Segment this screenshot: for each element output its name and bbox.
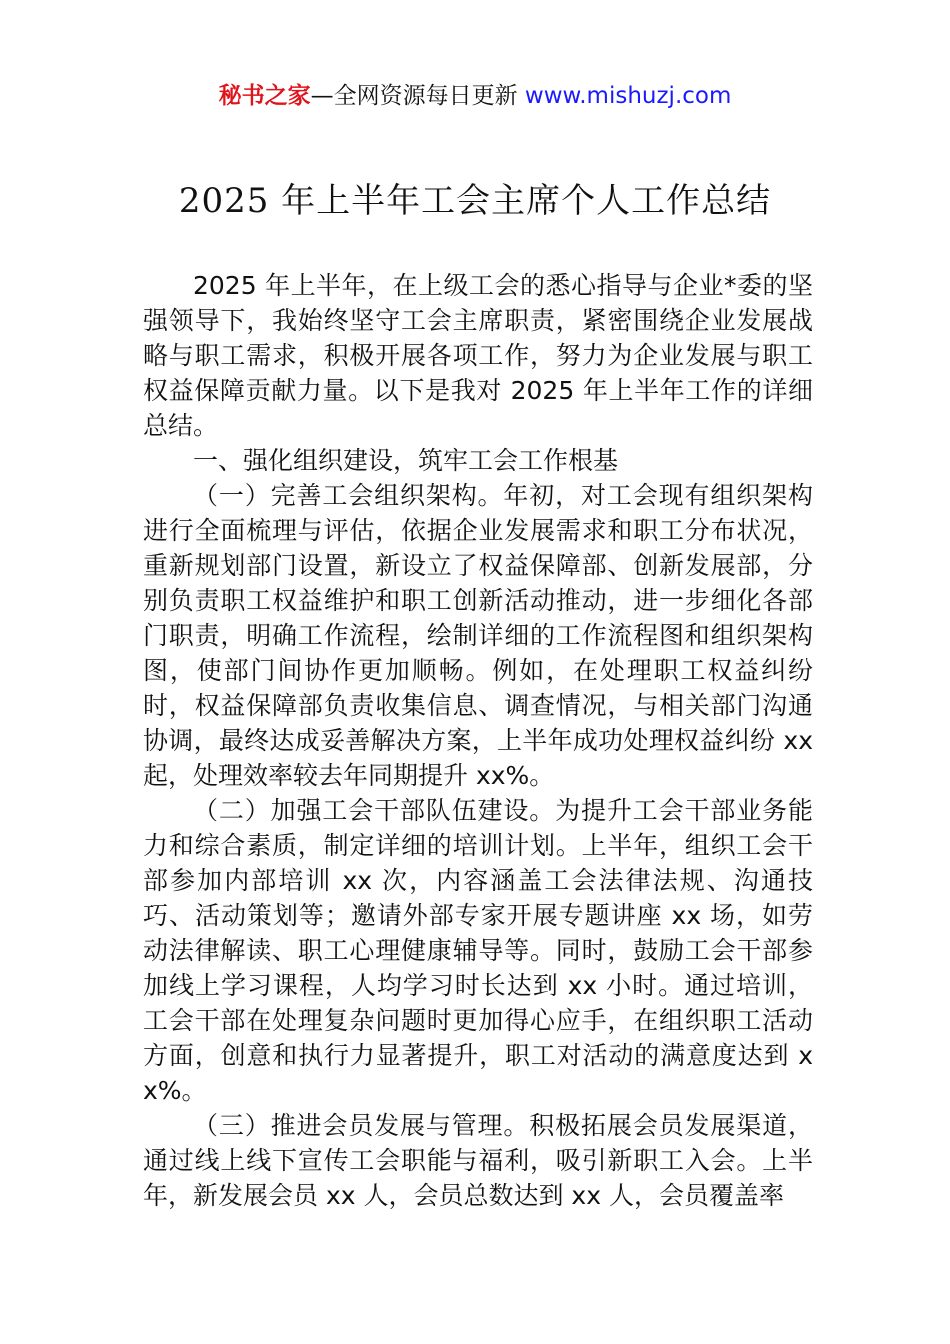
paragraph-intro: 2025 年上半年，在上级工会的悉心指导与企业*委的坚强领导下，我始终坚守工会主席职责，紧密围绕企业发展战略与职工需求，积极开展各项工作，努力为企业发展与职工权益保障贡献力量。以下是我对 2025 年上半年工作的详细总结。 [143,271,813,440]
paragraph-item-2: （二）加强工会干部队伍建设。为提升工会干部业务能力和综合素质，制定详细的培训计划。上半年，组织工会干部参加内部培训 xx 次，内容涵盖工会法律法规、沟通技巧、活动策划等；邀请外部专家开展专题讲座 xx 场，如劳动法律解读、职工心理健康辅导等。同时，鼓励工会干部参加线上学习课程，人均学习时长达到 xx 小时。通过培训，工会干部在处理复杂问题时更加得心应手，在组织职工活动方面，创意和执行力显著提升，职工对活动的满意度达到 xx%。 [143,796,813,1105]
site-brand: 秘书之家 [218,83,311,109]
site-slogan: —全网资源每日更新 [310,83,525,109]
site-url[interactable]: www.mishuzj.com [524,83,732,109]
document-title: 2025 年上半年工会主席个人工作总结 [178,181,772,221]
paragraph-item-1: （一）完善工会组织架构。年初，对工会现有组织架构进行全面梳理与评估，依据企业发展需求和职工分布状况，重新规划部门设置，新设立了权益保障部、创新发展部，分别负责职工权益维护和职工创新活动推动，进一步细化各部门职责，明确工作流程，绘制详细的工作流程图和组织架构图，使部门间协作更加顺畅。例如，在处理职工权益纠纷时，权益保障部负责收集信息、调查情况，与相关部门沟通协调，最终达成妥善解决方案，上半年成功处理权益纠纷 xx 起，处理效率较去年同期提升 xx%。 [143,481,813,790]
section-heading: 一、强化组织建设，筑牢工会工作根基 [193,446,619,475]
document-body [143,268,813,1213]
paragraph-item-3: （三）推进会员发展与管理。积极拓展会员发展渠道，通过线上线下宣传工会职能与福利，吸引新职工入会。上半年，新发展会员 xx 人，会员总数达到 xx 人，会员覆盖率 [143,1111,813,1210]
site-header [0,80,950,112]
